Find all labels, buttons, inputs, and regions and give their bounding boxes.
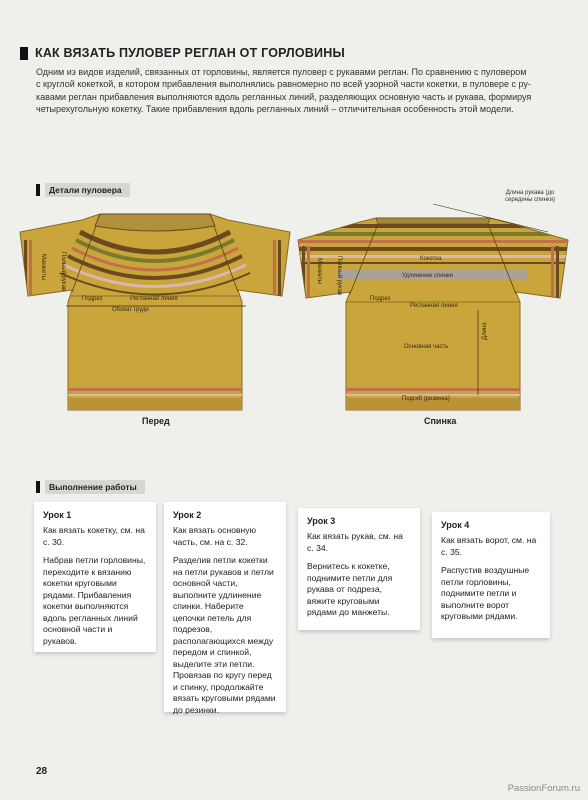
lesson-text: Набрав петли горловины, переходите к вязанию кокетки круговыми рядами. Прибавления кокетки выполняются вдоль регланных линий основной части и рукавов. [43, 555, 146, 646]
lesson-reference: Как вязать рукав, см. на с. 34. [307, 531, 403, 553]
details-section-label [36, 183, 130, 197]
intro-text [36, 66, 571, 116]
back-label-body: Основная часть [404, 344, 449, 350]
lesson-reference: Как вязать основную часть, см. на с. 32. [173, 525, 257, 547]
lesson-card-4 [432, 512, 550, 638]
lesson-title: Урок 4 [441, 520, 470, 530]
lesson-card-1 [34, 502, 156, 652]
front-label-raglan: Регланная линия [130, 296, 178, 302]
front-label-underarm: Подрез [82, 296, 103, 302]
heading-marker [20, 47, 28, 60]
front-label-full-sleeve: Полный рукав [60, 252, 66, 292]
back-label-extension: Удлинение спинки [402, 273, 453, 279]
lesson-title: Урок 2 [173, 510, 202, 520]
back-caption: Спинка [424, 416, 457, 426]
intro-line: кавами реглан прибавления выполняются вдоль регланных линий, разделяющих основную часть и рукава, формируя [36, 91, 532, 102]
lesson-text: Распустив воздушные петли горловины, поднимите петли и выполните ворот круговыми рядами. [441, 565, 530, 621]
page-heading [20, 46, 345, 60]
lesson-title: Урок 1 [43, 510, 72, 520]
front-sweater-illustration [20, 210, 290, 415]
back-label-yoke: Кокетка [420, 256, 442, 262]
back-body-shape [298, 218, 568, 410]
intro-line: четырехугольную кокетку. Такие прибавления вдоль регланных линий – отличительная особенность этой модели. [36, 104, 514, 115]
page-title: КАК ВЯЗАТЬ ПУЛОВЕР РЕГЛАН ОТ ГОРЛОВИНЫ [35, 46, 345, 60]
front-caption: Перед [142, 416, 170, 426]
back-label-raglan: Регланная линия [410, 303, 458, 309]
back-label-length: Длина [482, 322, 488, 340]
back-label-underarm: Подрез [370, 296, 391, 302]
lesson-text: Вернитесь к кокетке, поднимите петли для рукава от подреза, вяжите круговыми рядами до манжеты. [307, 561, 393, 617]
back-sweater-illustration [298, 210, 568, 415]
back-label-cuff: Манжеты [316, 258, 322, 284]
lesson-card-2 [164, 502, 286, 715]
watermark: PassionForum.ru [507, 783, 580, 794]
back-label-full-sleeve: Полный рукав [336, 256, 342, 296]
intro-line: Одним из видов изделий, связанных от горловины, является пуловер с рукавами реглан. По сравнению с пуловером [36, 67, 527, 77]
intro-line: с круглой кокеткой, в котором прибавления выполнялись равномерно по всей узорной части кокетки, в пуловере с ру- [36, 79, 531, 90]
front-label-chest: Обхват груди [112, 307, 149, 313]
lesson-title: Урок 3 [307, 516, 336, 526]
section-label-text: Детали пуловера [45, 183, 130, 197]
front-label-cuff: Манжеты [40, 254, 46, 280]
lesson-reference: Как вязать ворот, см. на с. 35. [441, 535, 537, 557]
sleeve-length-note: Длина рукава (до середины спинки) [505, 190, 555, 203]
lesson-card-3 [298, 508, 420, 630]
page-number: 28 [36, 766, 48, 777]
front-body-shape [20, 214, 290, 410]
section-label-text: Выполнение работы [45, 480, 145, 494]
section-marker [36, 481, 40, 493]
back-label-ribbing: Подгиб (резинка) [402, 396, 450, 402]
lesson-text: Разделив петли кокетки на петли рукавов и петли основной части, выполните удлинение спинки. Наберите цепочки петель для подрезов, располагающихся между передом и спинкой, выделите эти петли. Провязав по кругу перед и спинку, продолжайте вязать круговыми рядами до резинки. [173, 555, 276, 715]
work-section-label [36, 480, 145, 494]
section-marker [36, 184, 40, 196]
lesson-reference: Как вязать кокетку, см. на с. 30. [43, 525, 145, 547]
